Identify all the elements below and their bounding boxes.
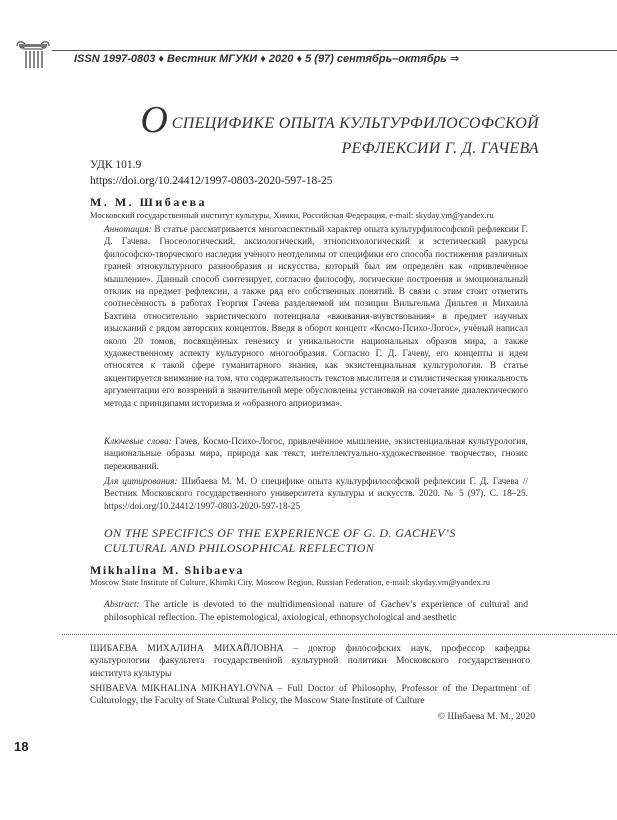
article-title <box>140 98 539 158</box>
citation-label: Для цитирования: <box>104 477 178 487</box>
abstract-label: Аннотация: <box>104 225 152 235</box>
author-affiliation-ru: Московский государственный институт культуры, Химки, Российская Федерация, e-mail: skyday.vm@yandex.ru <box>90 210 494 220</box>
journal-line: ISSN 1997-0803 ♦ Вестник МГУКИ ♦ 2020 ♦ 5 (97) сентябрь–октябрь ⇒ <box>74 53 460 65</box>
footnote-divider <box>62 634 617 635</box>
title-line-1: СПЕЦИФИКЕ ОПЫТА КУЛЬТУРФИЛОСОФСКОЙ <box>171 115 539 132</box>
column-capital-logo-icon <box>14 40 52 70</box>
author-affiliation-en: Moscow State Institute of Culture, Khimki City, Moscow Region, Russian Federation, e-mail: skyday.vm@yandex.ru <box>90 577 491 587</box>
citation-ru <box>104 476 528 513</box>
abstract-en-text: The article is devoted to the multidimensional nature of Gachev’s experience of cultural and philosophical reflection. The epistemological, axiological, ethnopsychological and aesthetic <box>104 599 528 623</box>
abstract-text: В статье рассматривается многоаспектный характер опыта культурфилософской рефлексии Г. Д. Гачева. Гносеологический, аксиологический, этнопсихологический и эстетический ракурсы философско-творческого наследия учёного неотделимы от специфики его способа постижения различных граней этнокультурного разнообразия и искусства, который был им определён как «привлечённое мышление». Данный способ синтезирует, согласно философу, логические построения и эмоциональный отклик на предмет рефлексии, а также ряд его собственных понятий. В связи с этим стоит отметить соотнесённость в работах Георгия Гачева разделяемой им позиции Вильгельма Дильтея и Михаила Бахтина относительно эвристического потенциала «вживания-вчувствования» в предмет научных изысканий с рядом авторских концептов. Введя в оборот концепт «Космо-Психо-Логос», учёный написал около 20 томов, посвящённых генезису и уникальности национальных образов мира, а также художественному аспекту культурного многообразия. Согласно Г. Д. Гачеву, его концепты и идеи относятся к такой сфере гуманитарного знания, как экзистенциальная культурология. В статье акцентируется внимание на том, что содержательность текстов мыслителя и стилистическая уникальность аргументации его воззрений в значительной мере обусловлены установкой на сочетание диалектического метода с принципами историзма и «образного априоризма». <box>104 225 528 409</box>
running-header <box>0 38 617 74</box>
keywords-text: Гачев, Космо-Психо-Логос, привлечённое мышление, экзистенциальная культурология, национальные образы мира, природа как текст, интеллектуально-художественное творчество, гнозис переживаний. <box>104 437 528 472</box>
title-en-line-1: ON THE SPECIFICS OF THE EXPERIENCE OF G. D. GACHEV’S <box>104 526 456 540</box>
title-initial: О <box>140 99 168 141</box>
udc-code: УДК 101.9 <box>90 159 142 171</box>
author-name-en: Mikhalina M. Shibaeva <box>90 563 244 577</box>
title-en-line-2: CULTURAL AND PHILOSOPHICAL REFLECTION <box>104 540 375 555</box>
citation-text: Шибаева М. М. О специфике опыта культурфилософской рефлексии Г. Д. Гачева // Вестник Московского государственного университета культуры и искусств. 2020. № 5 (97). С. 18–25. https://doi.org/10.24412/1997-0803-2020-597-18-25 <box>104 477 528 512</box>
author-name-ru: М. М. Шибаева <box>90 195 208 209</box>
bio-ru: ШИБАЕВА МИХАЛИНА МИХАЙЛОВНА – доктор философских наук, профессор кафедры культурологии факультета государственной культурной политики Московского государственного института культуры <box>90 643 530 679</box>
title-line-2: РЕФЛЕКСИИ Г. Д. ГАЧЕВА <box>341 140 539 157</box>
abstract-ru <box>104 224 528 410</box>
bio-en: SHIBAEVA MIKHALINA MIKHAYLOVNA – Full Doctor of Philosophy, Professor of the Department of Culturology, the Faculty of State Cultural Policy, the Moscow State Institute of Culture <box>90 683 530 707</box>
header-rule <box>52 50 617 51</box>
keywords-ru <box>104 436 528 473</box>
copyright: © Шибаева М. М., 2020 <box>437 711 535 722</box>
abstract-en <box>104 598 528 624</box>
article-title-en <box>104 526 456 555</box>
keywords-label: Ключевые слова: <box>104 437 172 447</box>
page-number: 18 <box>14 739 29 754</box>
doi-link[interactable]: https://doi.org/10.24412/1997-0803-2020-597-18-25 <box>90 175 333 187</box>
abstract-en-label: Abstract: <box>104 599 140 610</box>
